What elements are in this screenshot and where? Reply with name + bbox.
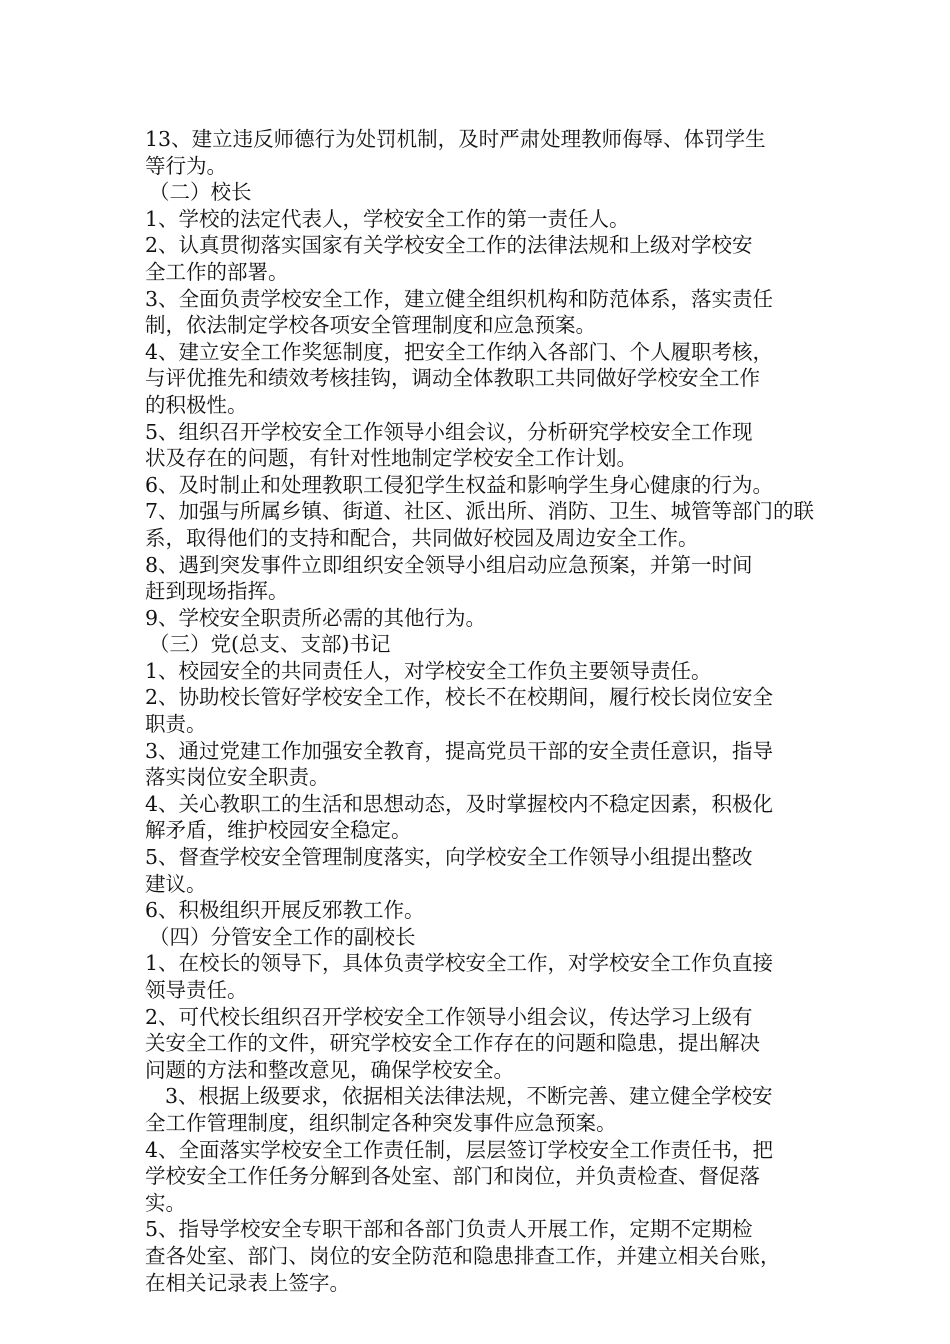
text-line: 与评优推先和绩效考核挂钩，调动全体教职工共同做好学校安全工作 (145, 366, 760, 391)
text-line: 5、督查学校安全管理制度落实，向学校安全工作领导小组提出整改 (145, 845, 753, 870)
text-line: 4、全面落实学校安全工作责任制，层层签订学校安全工作责任书，把 (145, 1137, 774, 1162)
text-line: 全工作管理制度，组织制定各种突发事件应急预案。 (145, 1110, 617, 1135)
text-line: 解矛盾，维护校园安全稳定。 (145, 818, 412, 843)
text-line: 状及存在的问题，有针对性地制定学校安全工作计划。 (145, 446, 637, 471)
text-line: 2、认真贯彻落实国家有关学校安全工作的法律法规和上级对学校安 (145, 233, 753, 258)
text-line: 在相关记录表上签字。 (145, 1270, 350, 1295)
text-line: 5、指导学校安全专职干部和各部门负责人开展工作，定期不定期检 (145, 1217, 753, 1242)
text-line: 1、在校长的领导下，具体负责学校安全工作，对学校安全工作负直接 (145, 951, 774, 976)
text-line: 学校安全工作任务分解到各处室、部门和岗位，并负责检查、督促落 (145, 1164, 760, 1189)
section-heading: （三）党(总支、支部)书记 (149, 632, 391, 657)
text-line: 3、全面负责学校安全工作，建立健全组织机构和防范体系，落实责任 (145, 286, 774, 311)
text-line: 5、组织召开学校安全工作领导小组会议，分析研究学校安全工作现 (145, 419, 753, 444)
text-line: 1、校园安全的共同责任人，对学校安全工作负主要领导责任。 (145, 658, 712, 683)
text-line: 职责。 (145, 712, 207, 737)
text-line: 8、遇到突发事件立即组织安全领导小组启动应急预案，并第一时间 (145, 552, 753, 577)
text-line: 制，依法制定学校各项安全管理制度和应急预案。 (145, 313, 596, 338)
text-line: 领导责任。 (145, 978, 248, 1002)
text-line: 13、建立违反师德行为处罚机制，及时严肃处理教师侮辱、体罚学生 (145, 127, 766, 151)
text-line: 6、及时制止和处理教职工侵犯学生权益和影响学生身心健康的行为。 (145, 472, 774, 497)
text-line: 问题的方法和整改意见，确保学校安全。 (145, 1057, 514, 1082)
section-heading: （四）分管安全工作的副校长 (149, 924, 416, 949)
text-line: 2、可代校长组织召开学校安全工作领导小组会议，传达学习上级有 (145, 1004, 753, 1029)
text-line: 4、建立安全工作奖惩制度，把安全工作纳入各部门、个人履职考核， (145, 339, 774, 364)
text-line: 3、通过党建工作加强安全教育，提高党员干部的安全责任意识，指导 (145, 738, 774, 763)
text-line: 的积极性。 (145, 392, 248, 417)
text-line: 全工作的部署。 (145, 259, 289, 284)
text-line: 1、学校的法定代表人，学校安全工作的第一责任人。 (145, 206, 630, 231)
text-line: 7、加强与所属乡镇、街道、社区、派出所、消防、卫生、城管等部门的联 (145, 499, 815, 524)
text-line: 关安全工作的文件，研究学校安全工作存在的问题和隐患，提出解决 (145, 1031, 760, 1056)
text-line: 落实岗位安全职责。 (145, 765, 330, 790)
text-line: 等行为。 (145, 153, 227, 178)
text-line: 9、学校安全职责所必需的其他行为。 (145, 605, 487, 630)
text-line: 实。 (145, 1190, 186, 1215)
text-line: 系，取得他们的支持和配合，共同做好校园及周边安全工作。 (145, 525, 699, 550)
text-line: 查各处室、部门、岗位的安全防范和隐患排查工作，并建立相关台账， (145, 1243, 781, 1268)
text-line: 6、积极组织开展反邪教工作。 (145, 898, 425, 923)
document-body (145, 126, 815, 1296)
section-heading: （二）校长 (149, 180, 252, 205)
text-line: 建议。 (145, 871, 207, 896)
text-line: 2、协助校长管好学校安全工作，校长不在校期间，履行校长岗位安全 (145, 685, 774, 710)
text-line: 4、关心教职工的生活和思想动态，及时掌握校内不稳定因素，积极化 (145, 791, 774, 816)
text-line: 赶到现场指挥。 (145, 579, 289, 604)
text-line: 3、根据上级要求，依据相关法律法规，不断完善、建立健全学校安 (165, 1084, 773, 1109)
